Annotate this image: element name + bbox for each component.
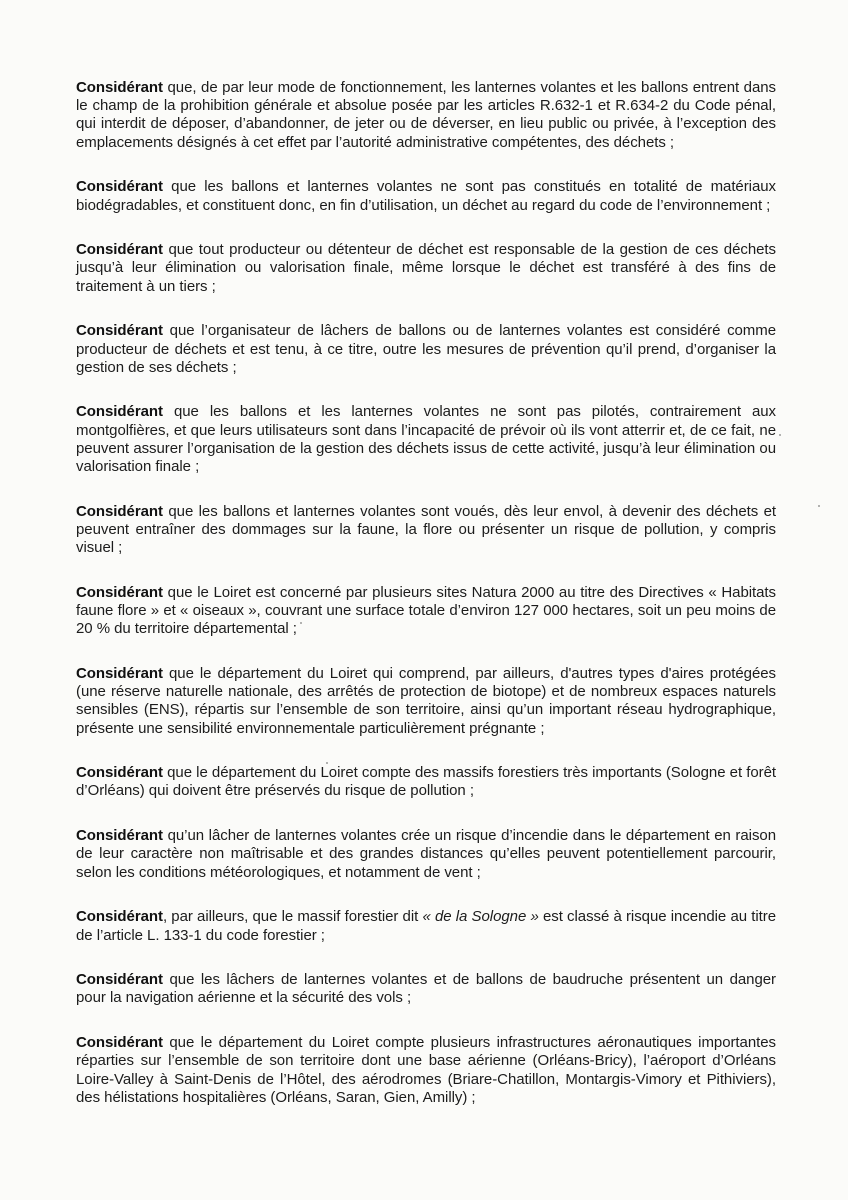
paragraph-4: [76, 322, 776, 377]
lead-word: Considérant: [76, 403, 163, 421]
paragraph-2: [76, 178, 776, 214]
paragraph-text: que le département du Loiret compte plusieurs infrastructures aéronautiques importantes réparties sur l’ensemble de son territoire dont une base aérienne (Orléans-Bricy), l’aéroport d’Orléans Loire-Valley à Saint-Denis de l’Hôtel, des aérodromes (Briare-Chatillon, Montargis-Vimory et Pithiviers), des hélistations hospitalières (Orléans, Saran, Gien, Amilly) ;: [76, 1034, 776, 1106]
lead-word: Considérant: [76, 241, 163, 259]
scan-speck: [779, 434, 781, 436]
paragraph-text: , par ailleurs, que le massif forestier dit: [162, 908, 423, 926]
paragraph-6: [76, 503, 776, 558]
lead-word: Considérant: [76, 583, 163, 601]
paragraph-10: [76, 827, 776, 882]
scan-speck: [818, 505, 820, 507]
paragraph-text: que le Loiret est concerné par plusieurs sites Natura 2000 au titre des Directives « Habitats faune flore » et « oiseaux », couvrant une surface totale d’environ 127 000 hectares, soit un peu moins de 20 % du territoire départemental ;: [76, 583, 776, 638]
paragraph-12: [76, 971, 776, 1007]
paragraph-9: [76, 764, 776, 800]
paragraph-text: que les lâchers de lanternes volantes et de ballons de baudruche présentent un danger pour la navigation aérienne et la sécurité des vols ;: [76, 971, 776, 1007]
sologne-italic: « de la Sologne »: [422, 908, 539, 926]
paragraph-text: qu’un lâcher de lanternes volantes crée un risque d’incendie dans le département en raison de leur caractère non maîtrisable et des grandes distances qu’elles peuvent potentiellement parcourir, selon les conditions météorologiques, et notamment de vent ;: [76, 827, 776, 881]
lead-word: Considérant: [76, 764, 163, 782]
lead-word: Considérant: [76, 502, 163, 520]
paragraph-text: que le département du Loiret qui comprend, par ailleurs, d'autres types d'aires protégées (une réserve naturelle nationale, des arrêtés de protection de biotope) et de nombreux espaces naturels sensibles (ENS), répartis sur l’ensemble de son territoire, ainsi qu’un important réseau hydrographique, présente une sensibilité environnementale particulièrement prégnante ;: [76, 664, 776, 737]
scan-speck: [326, 762, 328, 764]
paragraph-text: que les ballons et lanternes volantes sont voués, dès leur envol, à devenir des déchets et peuvent entraîner des dommages sur la faune, la flore ou présenter un risque de pollution, y compris visuel ;: [76, 502, 776, 557]
paragraph-8: [76, 665, 776, 738]
paragraph-11: [76, 908, 776, 944]
lead-word: Considérant: [76, 178, 163, 196]
paragraph-text: que l’organisateur de lâchers de ballons ou de lanternes volantes est considéré comme producteur de déchets et est tenu, à ce titre, outre les mesures de prévention qu’il prend, d’organiser la gestion de ses déchets ;: [76, 322, 776, 376]
paragraph-1: [76, 79, 776, 152]
lead-word: Considérant: [76, 827, 163, 845]
paragraph-text: que, de par leur mode de fonctionnement, les lanternes volantes et les ballons entrent dans le champ de la prohibition générale et absolue posée par les articles R.632-1 et R.634-2 du Code pénal, qui interdit de déposer, d’abandonner, de jeter ou de déverser, en lieu public ou privée, à l’exception des emplacements désignés à cet effet par l’autorité administrative compétentes, des déchets ;: [76, 79, 776, 151]
paragraph-text: que les ballons et les lanternes volantes ne sont pas pilotés, contrairement aux montgolfières, et que leurs utilisateurs sont dans l’incapacité de prévoir où ils vont atterrir et, de ce fait, ne peuvent assurer l’organisation de la gestion des déchets issus de cette activité, jusqu’à leur élimination ou valorisation finale ;: [76, 403, 776, 476]
paragraph-3: [76, 241, 776, 296]
lead-word: Considérant: [76, 1034, 163, 1052]
lead-word: Considérant: [76, 971, 163, 989]
lead-word: Considérant: [76, 79, 163, 96]
lead-word: Considérant: [76, 664, 163, 682]
paragraph-13: [76, 1034, 776, 1107]
paragraph-text: que tout producteur ou détenteur de déchet est responsable de la gestion de ces déchets jusqu’à leur élimination ou valorisation finale, même lorsque le déchet est transféré à des fins de traitement à un tiers ;: [76, 241, 776, 295]
scan-speck: [300, 622, 302, 624]
paragraph-7: [76, 584, 776, 639]
lead-word: Considérant: [76, 322, 163, 340]
paragraph-text: que le département du Loiret compte des massifs forestiers très importants (Sologne et forêt d’Orléans) qui doivent être préservés du risque de pollution ;: [76, 764, 776, 800]
lead-word: Considérant: [76, 908, 163, 926]
paragraph-text: est classé à risque incendie au titre de l’article L. 133-1 du code forestier ;: [76, 908, 776, 944]
paragraph-text: que les ballons et lanternes volantes ne sont pas constitués en totalité de matériaux biodégradables, et constituent donc, en fin d’utilisation, un déchet au regard du code de l’environnement ;: [76, 178, 776, 214]
paragraph-5: [76, 403, 776, 476]
